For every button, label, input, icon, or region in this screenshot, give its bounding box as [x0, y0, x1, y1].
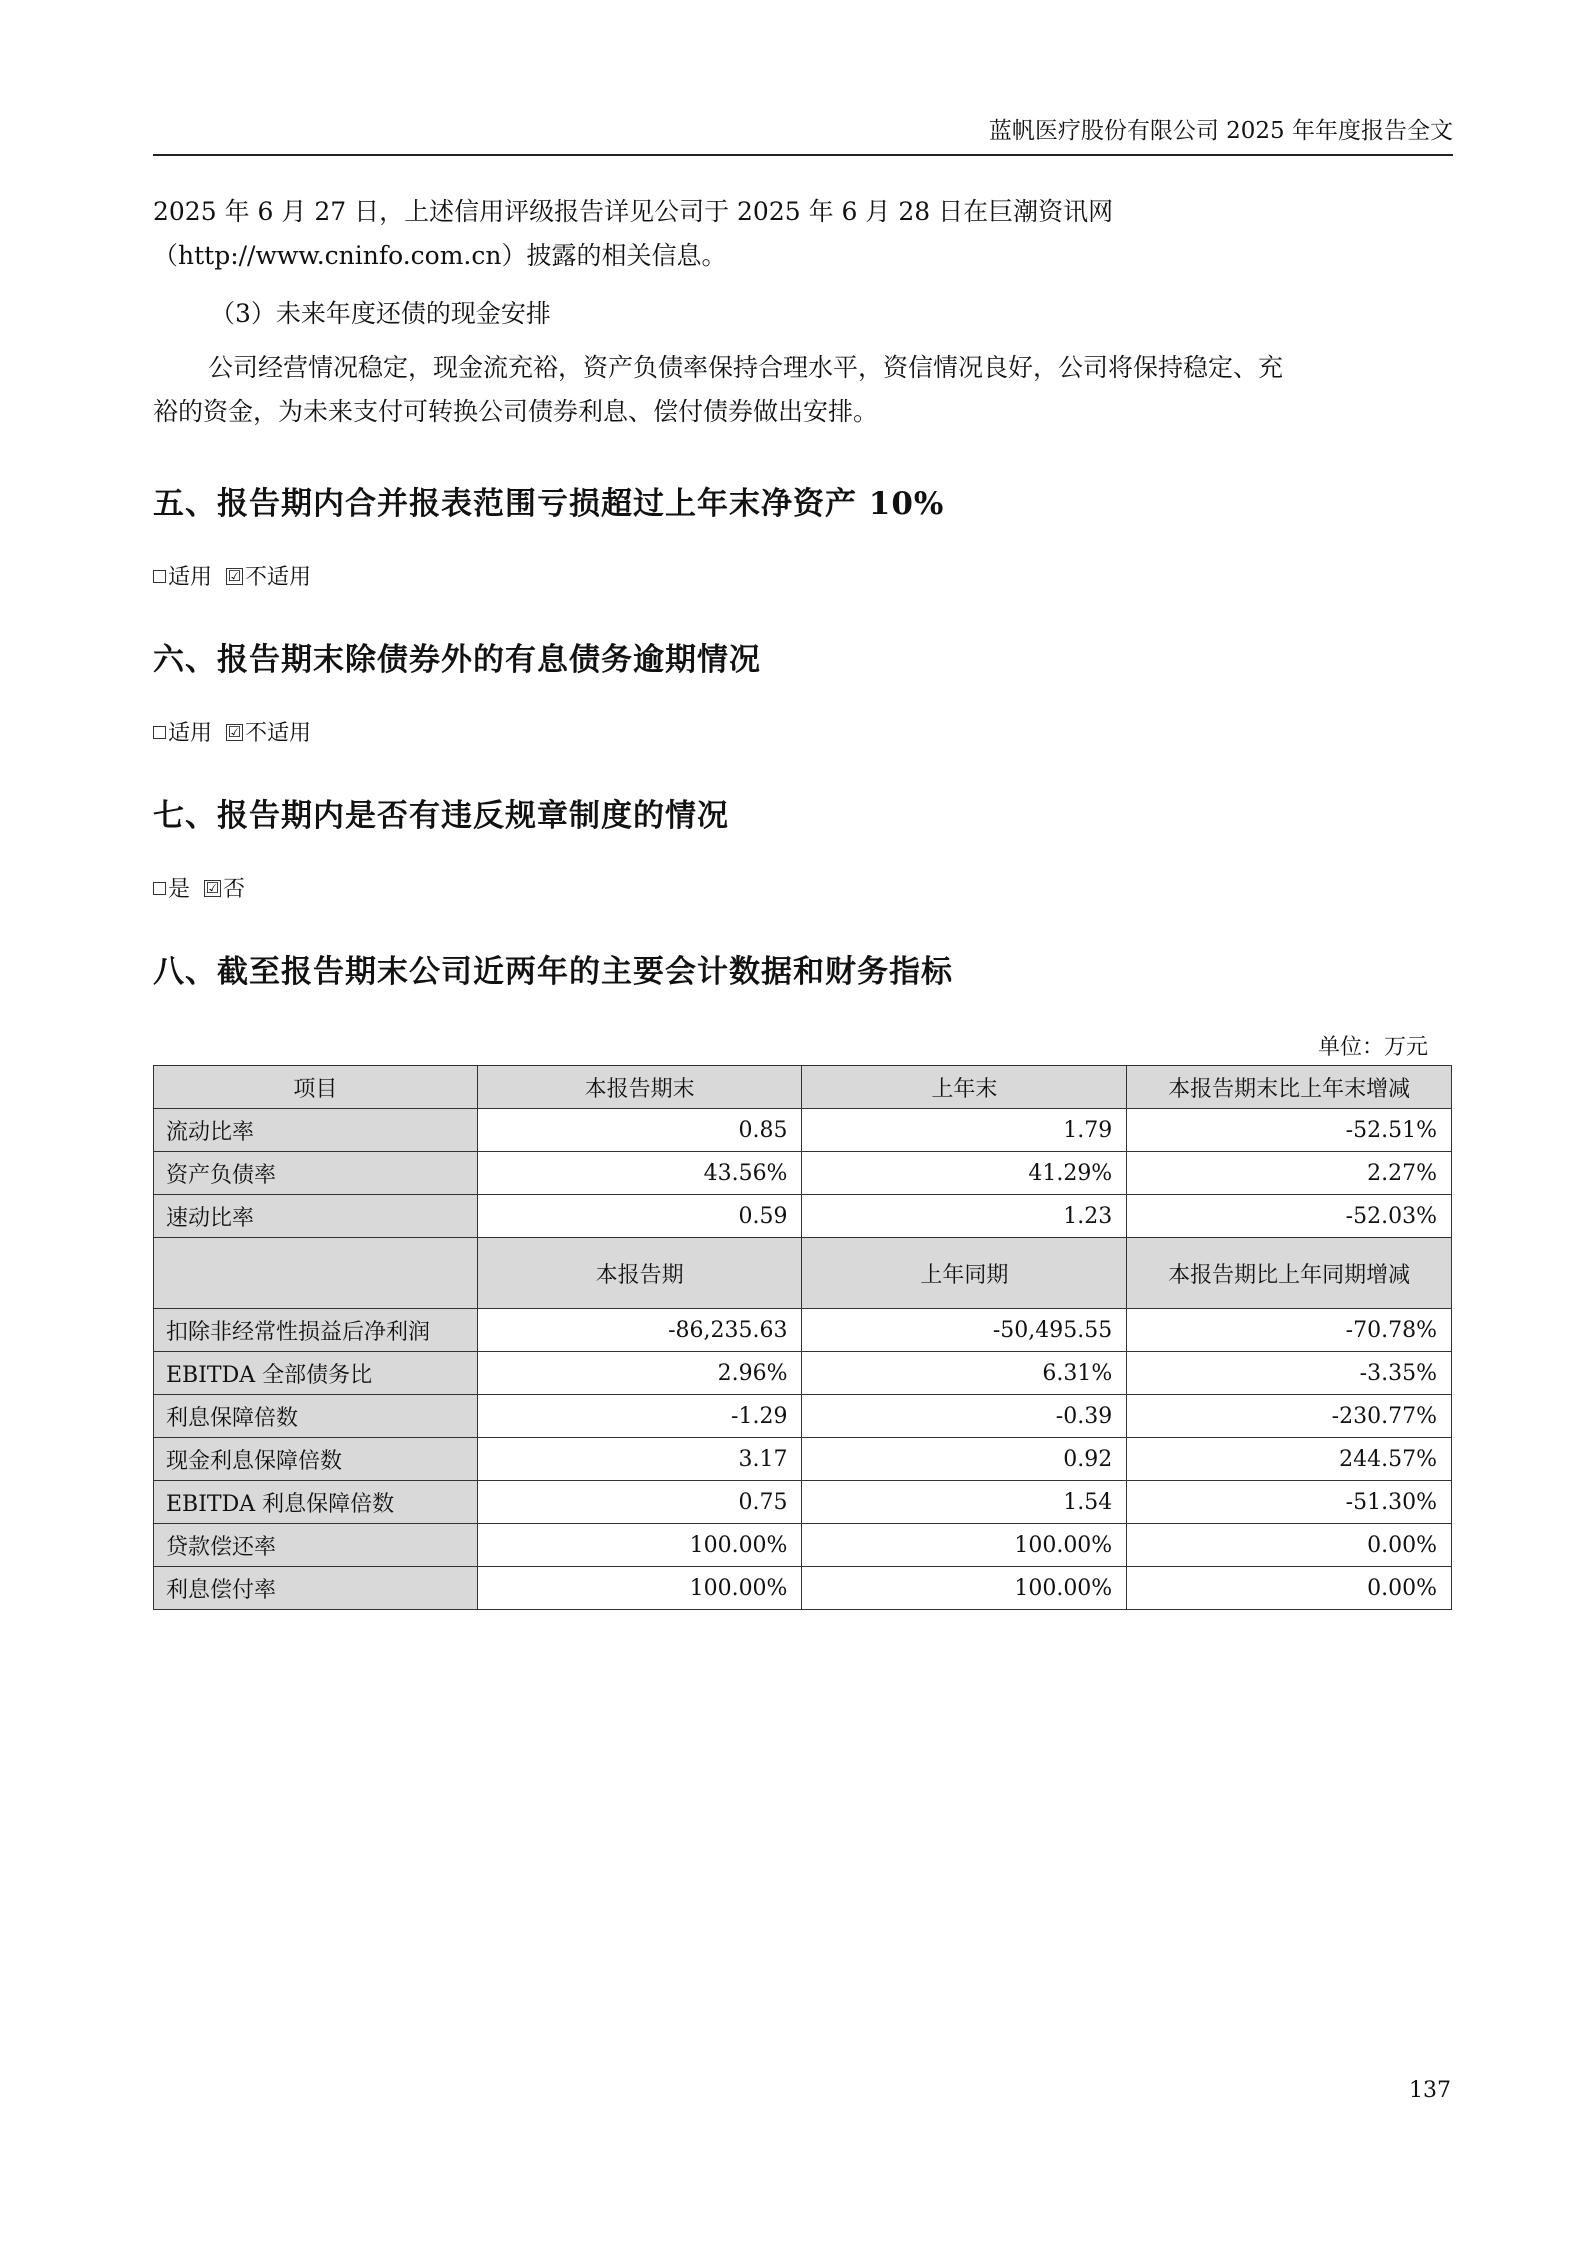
- row-label: 利息保障倍数: [154, 1395, 478, 1438]
- column-header: 项目: [154, 1066, 478, 1109]
- table-cell: -3.35%: [1127, 1352, 1452, 1395]
- table-row: [154, 1524, 1452, 1567]
- paragraph-rating: [153, 190, 1453, 278]
- column-header: 本报告期末比上年末增减: [1127, 1066, 1452, 1109]
- table-row: [154, 1352, 1452, 1395]
- table-row: [154, 1195, 1452, 1238]
- table-cell: 244.57%: [1127, 1438, 1452, 1481]
- table-cell: 100.00%: [802, 1567, 1127, 1610]
- table-cell: 1.23: [802, 1195, 1127, 1238]
- table-cell: 41.29%: [802, 1152, 1127, 1195]
- table-cell: -50,495.55: [802, 1309, 1127, 1352]
- table-cell: 0.75: [477, 1481, 802, 1524]
- row-label: 贷款偿还率: [154, 1524, 478, 1567]
- table-cell: 100.00%: [802, 1524, 1127, 1567]
- column-header: 上年末: [802, 1066, 1127, 1109]
- option-label: 不适用: [245, 721, 312, 746]
- row-label: 利息偿付率: [154, 1567, 478, 1610]
- row-label: 现金利息保障倍数: [154, 1438, 478, 1481]
- section-heading-7: 七、报告期内是否有违反规章制度的情况: [153, 798, 729, 834]
- table-unit: 单位：万元: [1317, 1035, 1428, 1060]
- option-label: 不适用: [245, 565, 312, 590]
- row-label: EBITDA 利息保障倍数: [154, 1481, 478, 1524]
- table-cell: 6.31%: [802, 1352, 1127, 1395]
- table-row: [154, 1152, 1452, 1195]
- table-row: [154, 1309, 1452, 1352]
- column-header: 本报告期: [477, 1238, 802, 1309]
- option-label: 适用: [168, 721, 213, 746]
- table-cell: -52.03%: [1127, 1195, 1452, 1238]
- financial-indicators-table: [153, 1065, 1452, 1610]
- column-header: [154, 1238, 478, 1309]
- option-row-7: [153, 872, 245, 903]
- option-label: 适用: [168, 565, 213, 590]
- option-label: 否: [223, 877, 246, 902]
- table-cell: 1.79: [802, 1109, 1127, 1152]
- table-row: [154, 1567, 1452, 1610]
- table-cell: 2.96%: [477, 1352, 802, 1395]
- paragraph-cash-arrangement: [153, 346, 1453, 434]
- paragraph-line: （http://www.cninfo.com.cn）披露的相关信息。: [153, 241, 727, 270]
- table-header-row: [154, 1066, 1452, 1109]
- row-label: 资产负债率: [154, 1152, 478, 1195]
- option-label: 是: [168, 877, 191, 902]
- column-header: 本报告期末: [477, 1066, 802, 1109]
- checkbox-checked-icon: ☑: [227, 722, 242, 741]
- row-label: 流动比率: [154, 1109, 478, 1152]
- table-cell: 0.92: [802, 1438, 1127, 1481]
- table-cell: -0.39: [802, 1395, 1127, 1438]
- table-row: [154, 1438, 1452, 1481]
- table-cell: -86,235.63: [477, 1309, 802, 1352]
- table-cell: 100.00%: [477, 1567, 802, 1610]
- table-cell: 0.00%: [1127, 1567, 1452, 1610]
- section-heading-5: 五、报告期内合并报表范围亏损超过上年末净资产 10%: [153, 486, 945, 522]
- table-cell: -52.51%: [1127, 1109, 1452, 1152]
- page-header: [153, 108, 1453, 156]
- table-subheader-row: [154, 1238, 1452, 1309]
- table-cell: 100.00%: [477, 1524, 802, 1567]
- paragraph-line: 裕的资金，为未来支付可转换公司债券利息、偿付债券做出安排。: [153, 397, 879, 426]
- table-cell: -70.78%: [1127, 1309, 1452, 1352]
- table-cell: -230.77%: [1127, 1395, 1452, 1438]
- column-header: 本报告期比上年同期增减: [1127, 1238, 1452, 1309]
- paragraph-line: 公司经营情况稳定，现金流充裕，资产负债率保持合理水平，资信情况良好，公司将保持稳定、充: [208, 353, 1284, 382]
- checkbox-checked-icon: ☑: [227, 566, 242, 585]
- row-label: 速动比率: [154, 1195, 478, 1238]
- section-heading-8: 八、截至报告期末公司近两年的主要会计数据和财务指标: [153, 954, 953, 990]
- option-row-6: [153, 716, 311, 747]
- row-label: 扣除非经常性损益后净利润: [154, 1309, 478, 1352]
- section-heading-6: 六、报告期末除债券外的有息债务逾期情况: [153, 642, 761, 678]
- table-row: [154, 1395, 1452, 1438]
- subheading-cash-arrangement: （3）未来年度还债的现金安排: [210, 299, 551, 328]
- table-row: [154, 1109, 1452, 1152]
- table-cell: 3.17: [477, 1438, 802, 1481]
- table-row: [154, 1481, 1452, 1524]
- table-cell: 0.85: [477, 1109, 802, 1152]
- table-cell: 1.54: [802, 1481, 1127, 1524]
- report-title: 蓝帆医疗股份有限公司 2025 年年度报告全文: [988, 118, 1453, 144]
- checkbox-empty-icon: [153, 570, 166, 583]
- option-row-5: [153, 560, 311, 591]
- page-number: 137: [1409, 2078, 1451, 2103]
- table-cell: 43.56%: [477, 1152, 802, 1195]
- table-cell: -1.29: [477, 1395, 802, 1438]
- table-cell: 2.27%: [1127, 1152, 1452, 1195]
- checkbox-checked-icon: ☑: [205, 878, 220, 897]
- column-header: 上年同期: [802, 1238, 1127, 1309]
- table-cell: -51.30%: [1127, 1481, 1452, 1524]
- checkbox-empty-icon: [153, 726, 166, 739]
- table-cell: 0.00%: [1127, 1524, 1452, 1567]
- paragraph-line: 2025 年 6 月 27 日，上述信用评级报告详见公司于 2025 年 6 月 28 日在巨潮资讯网: [153, 197, 1114, 226]
- checkbox-empty-icon: [153, 882, 166, 895]
- table-cell: 0.59: [477, 1195, 802, 1238]
- row-label: EBITDA 全部债务比: [154, 1352, 478, 1395]
